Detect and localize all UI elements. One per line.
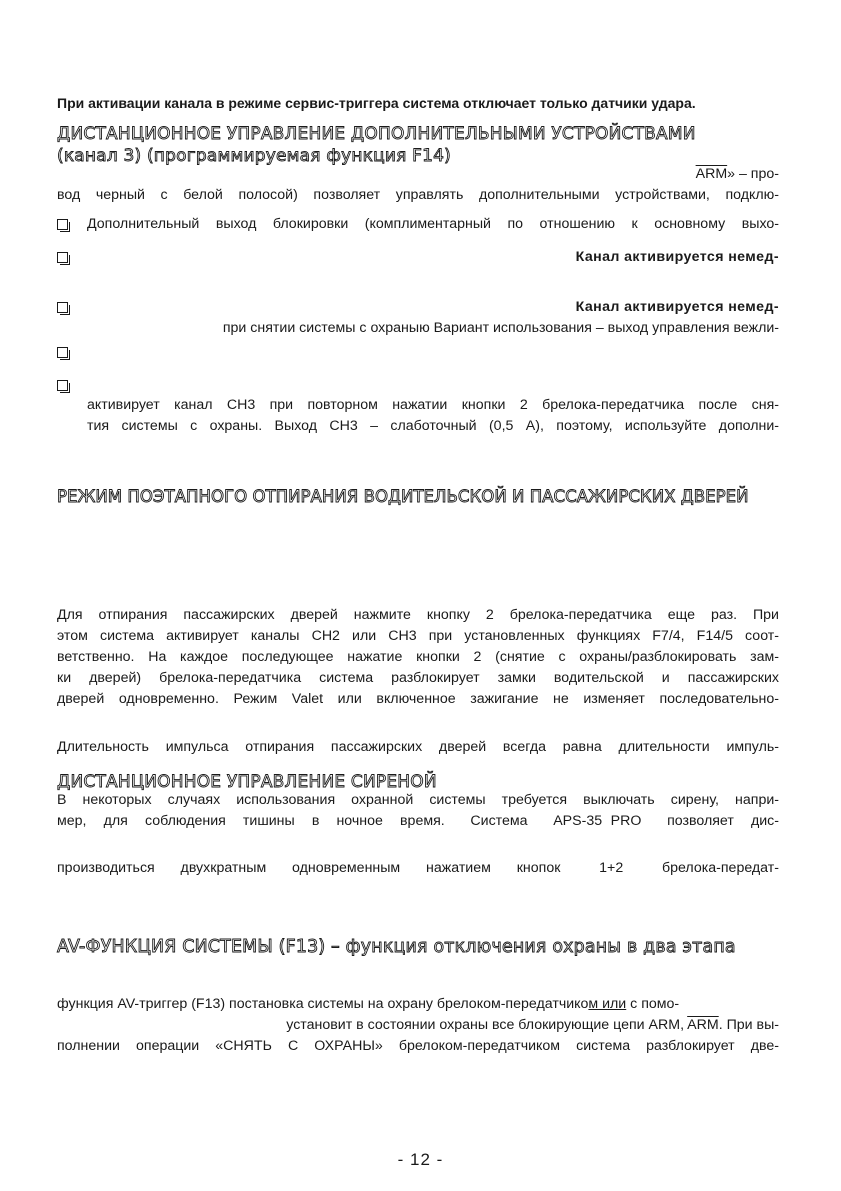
page-number: - 12 -: [397, 1150, 444, 1169]
section4-line1-underlined: м или: [588, 996, 627, 1012]
section-heading-av-function: AV-ФУНКЦИЯ СИСТЕМЫ (F13) – функция отключения охраны в два этапа: [57, 937, 736, 957]
section4-text-line: [57, 1017, 779, 1034]
section1-text-line: вод черный с белой полосой) позволяет управлять дополнительными устройствами, подклю-: [57, 187, 779, 203]
checkbox-bullet-icon: [57, 380, 68, 391]
bullet-item-5-line2: активирует канал CH3 при повторном нажатии кнопки 2 брелока-передатчика после сня-: [87, 397, 779, 413]
section2-p1-line: дверей одновременно. Режим Valet или включенное зажигание не изменяет последовательно-: [57, 691, 779, 707]
checkbox-bullet-icon: [57, 252, 68, 263]
section4-arm-overline: $\overline{ARM}$: [687, 1017, 719, 1033]
section3-text-line: производиться двухкратным одновременным нажатием кнопок 1+2 брелока-передат-: [57, 860, 779, 876]
section3-text-line: В некоторых случаях использования охранной системы требуется выключать сирену, напри-: [57, 792, 779, 808]
arm-line: [57, 166, 779, 183]
bullet-item-5-line3: тия системы с охраны. Выход CH3 – слаботочный (0,5 А), поэтому, используйте дополни-: [87, 418, 779, 434]
section-subheading-channel3: (канал 3) (программируемая функция F14): [57, 146, 452, 166]
section3-text-line: мер, для соблюдения тишины в ночное время. Система APS-35 PRO позволяет дис-: [57, 813, 779, 829]
checkbox-bullet-icon: [57, 219, 68, 230]
section4-line2-part: установит в состоянии охраны все блокирующие цепи ARM,: [286, 1017, 688, 1033]
section2-p1-line: этом система активирует каналы CH2 или CH3 при установленных функциях F7/4, F14/5 соот-: [57, 628, 779, 644]
section4-text-line: [57, 996, 779, 1013]
section-heading-remote-devices: ДИСТАНЦИОННОЕ УПРАВЛЕНИЕ ДОПОЛНИТЕЛЬНЫМИ УСТРОЙСТВАМИ: [57, 124, 696, 144]
bullet-item-2-bold: Канал активируется немед-: [575, 249, 779, 265]
section2-p1-line: ки дверей) брелока-передатчика система разблокирует замки водительской и пассажирских: [57, 670, 779, 686]
section4-text-line: полнении операции «СНЯТЬ С ОХРАНЫ» брелоком-передатчиком система разблокирует две-: [57, 1038, 779, 1054]
section2-p1-line: Для отпирания пассажирских дверей нажмите кнопку 2 брелока-передатчика еще раз. При: [57, 607, 779, 623]
bullet-item-3-bold: Канал активируется немед-: [575, 299, 779, 315]
checkbox-bullet-icon: [57, 302, 68, 313]
intro-note: При активации канала в режиме сервис-триггера система отключает только датчики удара.: [57, 95, 696, 111]
bullet-item-1: Дополнительный выход блокировки (комплиментарный по отношению к основному выхо-: [87, 216, 779, 232]
section-heading-door-unlock: РЕЖИМ ПОЭТАПНОГО ОТПИРАНИЯ ВОДИТЕЛЬСКОЙ И ПАССАЖИРСКИХ ДВЕРЕЙ: [57, 487, 749, 506]
section-heading-siren: ДИСТАНЦИОННОЕ УПРАВЛЕНИЕ СИРЕНОЙ: [57, 772, 437, 792]
section2-p2-line: Длительность импульса отпирания пассажирских дверей всегда равна длительности импуль-: [57, 739, 779, 755]
arm-overline: $\overline{ARM}$: [695, 166, 728, 182]
section2-p1-line: ветственно. На каждое последующее нажатие кнопки 2 (снятие с охраны/разблокировать зам-: [57, 649, 779, 665]
section4-line1-tail: с помо-: [626, 996, 680, 1012]
arm-tail: » – про-: [727, 166, 779, 182]
section4-line1-part: функция AV-триггер (F13) постановка системы на охрану брелоком-передатчико: [57, 996, 589, 1012]
checkbox-bullet-icon: [57, 347, 68, 358]
bullet-item-3-line2: при снятии системы с охраныю Вариант использования – выход управления вежли-: [222, 320, 779, 336]
section4-line2-tail: . При вы-: [718, 1017, 779, 1033]
